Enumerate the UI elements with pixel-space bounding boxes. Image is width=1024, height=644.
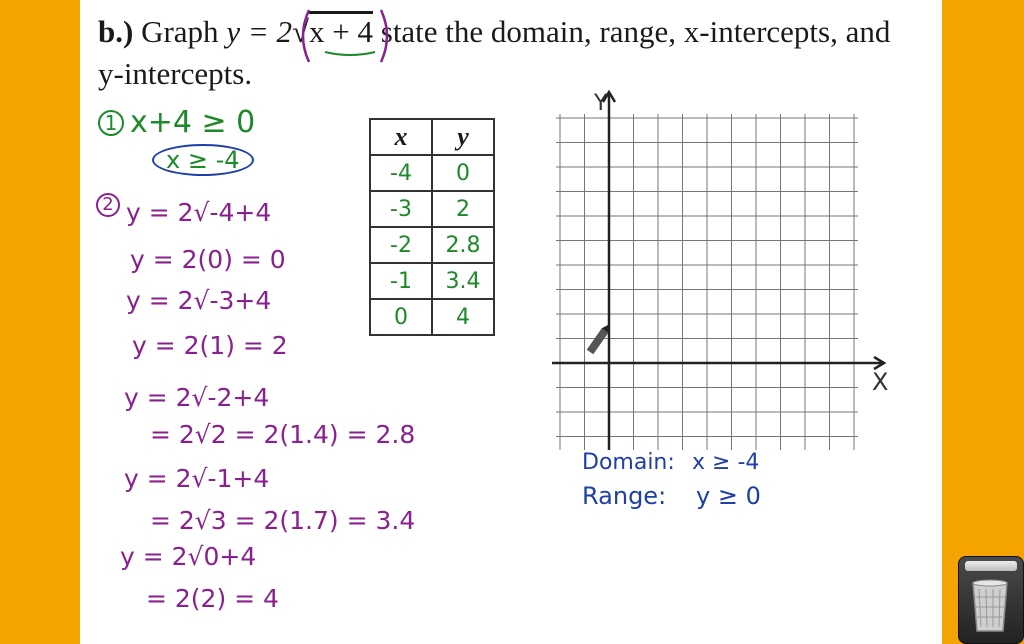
range-value: y ≥ 0 [696,482,761,510]
table-cell: 0 [370,299,432,335]
radical-sign: √ [292,14,310,49]
table-row [370,155,494,191]
problem-text: state the domain, range, [380,14,677,49]
work-line-5: y = 2√-2+4 [124,383,270,412]
y-axis-label: Y [594,91,608,116]
table-cell: 3.4 [432,263,494,299]
work-line-8: = 2√3 = 2(1.7) = 3.4 [150,506,416,535]
radicand: x + 4 [309,14,373,49]
problem-line-1 [98,16,890,47]
coordinate-grid [550,88,900,450]
table-row [370,299,494,335]
table-header-x: x [370,119,432,155]
table-cell: -2 [370,227,432,263]
table-row [370,191,494,227]
step1-result: x ≥ -4 [152,144,254,176]
worksheet-page [80,0,942,644]
table-cell: -1 [370,263,432,299]
trash-bin-icon [969,579,1011,633]
table-cell: 4 [432,299,494,335]
domain-label: Domain: [582,450,675,475]
problem-text-2: x-intercepts, and [683,14,891,49]
table-header-row [370,119,494,155]
table-row [370,227,494,263]
work-line-10: = 2(2) = 4 [146,584,279,613]
work-line-1: y = 2√-4+4 [126,198,272,227]
trash-lid [965,561,1017,571]
table-cell: 2.8 [432,227,494,263]
problem-line-2: y-intercepts. [98,56,253,91]
work-line-6: = 2√2 = 2(1.4) = 2.8 [150,420,416,449]
radical-annotation [295,6,395,66]
table-row [370,263,494,299]
table-cell: 2 [432,191,494,227]
step1-inequality: x+4 ≥ 0 [130,105,256,140]
table-cell: -3 [370,191,432,227]
xy-table [369,118,495,336]
graph-word: Graph [141,14,219,49]
table-cell: -4 [370,155,432,191]
x-axis-label: X [872,368,889,396]
domain-value: x ≥ -4 [692,450,760,475]
equation-lhs: y = 2 [226,14,292,49]
work-line-3: y = 2√-3+4 [126,286,272,315]
work-line-9: y = 2√0+4 [120,542,257,571]
work-line-4: y = 2(1) = 2 [132,331,288,360]
part-label: b.) [98,14,134,49]
trash-icon[interactable] [958,556,1024,644]
work-line-7: y = 2√-1+4 [124,464,270,493]
work-line-2: y = 2(0) = 0 [130,245,286,274]
range-label: Range: [582,482,667,510]
grid-lines [552,92,884,450]
step1-number: 1 [98,110,124,136]
step2-number: 2 [96,193,120,217]
table-cell: 0 [432,155,494,191]
table-header-y: y [432,119,494,155]
